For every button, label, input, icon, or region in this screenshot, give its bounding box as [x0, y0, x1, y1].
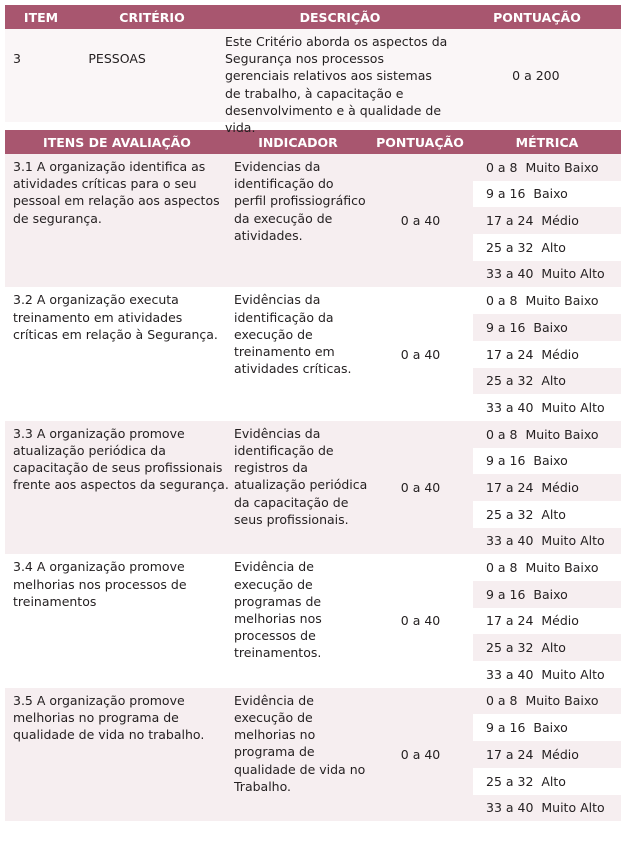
metric-row: 25 a 32 Alto — [473, 234, 621, 261]
header-itens-avaliacao: ITENS DE AVALIAÇÃO — [43, 134, 191, 150]
metric-list — [473, 421, 621, 554]
section-score: 0 a 40 — [400, 613, 441, 629]
evaluation-item-text: 3.4 A organização promove melhorias nos processos de treinamentos — [13, 559, 187, 609]
metric-row: 9 a 16 Baixo — [473, 314, 621, 341]
metric-row: 0 a 8 Muito Baixo — [473, 154, 621, 181]
indicator-text: Evidencias da identificação do perfil profissiográfico da execução de atividades. — [234, 159, 366, 243]
metric-row: 0 a 8 Muito Baixo — [473, 287, 621, 314]
metric-row: 9 a 16 Baixo — [473, 714, 621, 741]
section-score: 0 a 40 — [400, 346, 441, 362]
metric-row: 17 a 24 Médio — [473, 474, 621, 501]
header-criterio: CRITÉRIO — [119, 9, 185, 25]
indicator-text: Evidência de execução de melhorias no programa de qualidade de vida no Trabalho. — [234, 692, 366, 794]
criterion-description: Este Critério aborda os aspectos da Segurança nos processos gerenciais relativos aos sistemas de trabalho, à capacitação e desenvolvimento e à qualidade de vida. — [225, 34, 448, 136]
metric-row: 17 a 24 Médio — [473, 741, 621, 768]
criterion-name: PESSOAS — [88, 51, 146, 66]
metric-list — [473, 688, 621, 821]
header-item: ITEM — [23, 9, 59, 25]
metric-row: 9 a 16 Baixo — [473, 581, 621, 608]
metric-list — [473, 154, 621, 287]
metric-row: 9 a 16 Baixo — [473, 181, 621, 208]
evaluation-item-text: 3.3 A organização promove atualização periódica da capacitação de seus profissionais frente aos aspectos da segurança. — [13, 425, 229, 493]
metric-row: 25 a 32 Alto — [473, 634, 621, 661]
criterion-header-row — [5, 5, 621, 29]
metric-row: 0 a 8 Muito Baixo — [473, 554, 621, 581]
metric-row: 33 a 40 Muito Alto — [473, 795, 621, 822]
evaluation-header-row — [5, 130, 621, 154]
evaluation-item-text: 3.2 A organização executa treinamento em atividades críticas em relação à Segurança. — [13, 292, 218, 342]
indicator-text: Evidências da identificação de registros da atualização periódica da capacitação de seus profissionais. — [234, 425, 368, 527]
metric-row: 33 a 40 Muito Alto — [473, 661, 621, 688]
criterion-item: 3 — [13, 51, 21, 66]
metric-list — [473, 554, 621, 687]
evaluation-item-text: 3.1 A organização identifica as atividades críticas para o seu pessoal em relação aos aspectos de segurança. — [13, 159, 220, 226]
evaluation-item-text: 3.5 A organização promove melhorias no programa de qualidade de vida no trabalho. — [13, 692, 205, 743]
metric-row: 25 a 32 Alto — [473, 768, 621, 795]
metric-row: 0 a 8 Muito Baixo — [473, 421, 621, 448]
metric-row: 25 a 32 Alto — [473, 501, 621, 528]
criterion-row — [5, 29, 621, 136]
header-metrica: MÉTRICA — [515, 134, 579, 150]
criteria-document — [5, 5, 621, 821]
metric-row: 33 a 40 Muito Alto — [473, 394, 621, 421]
metric-row: 17 a 24 Médio — [473, 341, 621, 368]
evaluation-section — [5, 287, 621, 420]
section-score: 0 a 40 — [400, 479, 441, 495]
metric-row: 25 a 32 Alto — [473, 368, 621, 395]
header-indicador: INDICADOR — [258, 134, 338, 150]
header-pontuacao: PONTUAÇÃO — [493, 9, 581, 25]
indicator-text: Evidência de execução de programas de melhorias nos processos de treinamentos. — [234, 559, 322, 661]
criterion-score: 0 a 200 — [512, 67, 560, 83]
evaluation-sections — [5, 154, 621, 821]
metric-row: 33 a 40 Muito Alto — [473, 528, 621, 555]
header-descricao: DESCRIÇÃO — [299, 9, 381, 25]
evaluation-section — [5, 688, 621, 821]
evaluation-section — [5, 554, 621, 687]
section-score: 0 a 40 — [400, 746, 441, 762]
metric-list — [473, 287, 621, 420]
metric-row: 17 a 24 Médio — [473, 207, 621, 234]
indicator-text: Evidências da identificação da execução de treinamento em atividades críticas. — [234, 292, 352, 377]
evaluation-section — [5, 421, 621, 554]
metric-row: 0 a 8 Muito Baixo — [473, 688, 621, 715]
metric-row: 33 a 40 Muito Alto — [473, 261, 621, 288]
evaluation-section — [5, 154, 621, 287]
section-score: 0 a 40 — [400, 213, 441, 229]
metric-row: 17 a 24 Médio — [473, 608, 621, 635]
metric-row: 9 a 16 Baixo — [473, 448, 621, 475]
header-pontuacao-2: PONTUAÇÃO — [376, 134, 464, 150]
